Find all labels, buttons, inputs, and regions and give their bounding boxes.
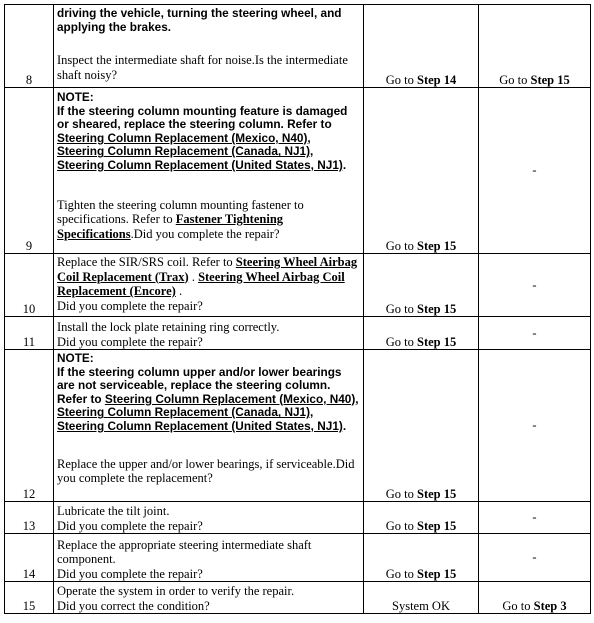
yes-result: Go to Step 15	[364, 88, 479, 254]
go-to-step-link[interactable]: Step 15	[417, 518, 457, 533]
no-result: -	[479, 534, 591, 582]
spec-link[interactable]: Fastener Tightening Specifications	[57, 212, 284, 241]
step-description	[54, 350, 364, 502]
step-number: 10	[5, 254, 54, 317]
go-to-step-link[interactable]: Step 3	[533, 598, 567, 613]
note-link[interactable]: Steering Column Replacement (Mexico, N40)	[57, 130, 308, 145]
yes-result: Go to Step 15	[364, 350, 479, 502]
yes-result: Go to Step 15	[364, 254, 479, 317]
step-description	[54, 502, 364, 534]
action-text: Tighten the steering column mounting fastener to specifications. Refer to Fastener Tightening Specifications.Did you complete the repair?	[57, 197, 304, 241]
question-text: Did you complete the repair?	[57, 334, 203, 349]
question-text: Did you complete the repair?	[57, 298, 203, 313]
note-block: NOTE: If the steering column upper and/or lower bearings are not serviceable, replace the steering column. Refer to Steering Column Replacement (Mexico, N40), Steering Column Replacement (Canada, NJ1), Steering Column Replacement (United States, NJ1).	[57, 351, 359, 433]
step-number: 9	[5, 88, 54, 254]
action-text: Replace the appropriate steering intermediate shaft component.	[57, 537, 312, 566]
table-row-step-11	[5, 317, 591, 350]
step-number: 8	[5, 5, 54, 88]
action-text: Replace the SIR/SRS coil. Refer to Steering Wheel Airbag Coil Replacement (Trax) . Steering Wheel Airbag Coil Replacement (Encore) .	[57, 255, 358, 298]
step-description	[54, 254, 364, 317]
no-result: Go to Step 15	[479, 5, 591, 88]
go-to-step-link[interactable]: Step 15	[417, 334, 457, 349]
table-row-step-15	[5, 582, 591, 614]
procedure-link[interactable]: Steering Wheel Airbag Coil Replacement (Trax)	[57, 255, 358, 284]
action-text: Inspect the intermediate shaft for noise.Is the intermediate shaft noisy?	[57, 53, 348, 82]
no-result: -	[479, 254, 591, 317]
note-continuation: driving the vehicle, turning the steering wheel, and applying the brakes.	[57, 6, 342, 34]
question-text: Did you complete the repair?	[57, 566, 203, 581]
note-label: NOTE:	[57, 90, 94, 104]
go-to-step-link[interactable]: Step 15	[530, 72, 570, 87]
procedure-link[interactable]: Steering Wheel Airbag Coil Replacement (Encore)	[57, 269, 345, 298]
step-description	[54, 5, 364, 88]
go-to-step-link[interactable]: Step 15	[417, 486, 457, 501]
table-row-step-9	[5, 88, 591, 254]
no-result: -	[479, 88, 591, 254]
action-text: Replace the upper and/or lower bearings, if serviceable.Did you complete the replacement?	[57, 456, 355, 486]
yes-result: Go to Step 14	[364, 5, 479, 88]
step-number: 15	[5, 582, 54, 614]
step-number: 11	[5, 317, 54, 350]
go-to-step-link[interactable]: Step 14	[417, 72, 457, 87]
no-result: -	[479, 502, 591, 534]
go-to-step-link[interactable]: Step 15	[417, 566, 457, 581]
note-link[interactable]: Steering Column Replacement (Mexico, N40)	[104, 391, 356, 406]
note-label: NOTE:	[57, 351, 94, 365]
step-number: 12	[5, 350, 54, 502]
table-row-step-14	[5, 534, 591, 582]
yes-result: Go to Step 15	[364, 317, 479, 350]
yes-result: System OK	[364, 582, 479, 614]
note-link[interactable]: Steering Column Replacement (Canada, NJ1)	[57, 144, 311, 159]
note-link[interactable]: Steering Column Replacement (United States, NJ1)	[57, 157, 343, 172]
note-link[interactable]: Steering Column Replacement (Canada, NJ1)	[57, 405, 311, 420]
no-result: Go to Step 3	[479, 582, 591, 614]
diagnostic-table-container	[4, 4, 590, 614]
step-description	[54, 317, 364, 350]
table-row-step-13	[5, 502, 591, 534]
yes-result: Go to Step 15	[364, 534, 479, 582]
diagnostic-steps-table	[4, 4, 591, 614]
step-description	[54, 582, 364, 614]
table-row-step-10	[5, 254, 591, 317]
yes-result: Go to Step 15	[364, 502, 479, 534]
note-text: If the steering column upper and/or lower bearings are not serviceable, replace the steering column. Refer to	[57, 364, 342, 406]
note-block: NOTE: If the steering column mounting feature is damaged or sheared, replace the steering column. Refer to Steering Column Replacement (Mexico, N40), Steering Column Replacement (Canada, NJ1), Steering Column Replacement (United States, NJ1).	[57, 88, 360, 173]
table-row-step-12	[5, 350, 591, 502]
step-description	[54, 534, 364, 582]
go-to-step-link[interactable]: Step 15	[417, 301, 457, 316]
action-text: Install the lock plate retaining ring correctly.	[57, 320, 280, 334]
action-text: Operate the system in order to verify the repair.	[57, 584, 295, 598]
step-description	[54, 88, 364, 254]
no-result: -	[479, 350, 591, 502]
note-text: If the steering column mounting feature is damaged or sheared, replace the steering column. Refer to	[57, 103, 348, 132]
question-text: Did you complete the repair?	[57, 518, 203, 533]
action-text: Lubricate the tilt joint.	[57, 504, 170, 518]
question-text: Did you correct the condition?	[57, 598, 210, 613]
note-link[interactable]: Steering Column Replacement (United States, NJ1)	[57, 418, 343, 433]
step-number: 13	[5, 502, 54, 534]
go-to-step-link[interactable]: Step 15	[417, 238, 457, 253]
table-row-step-8	[5, 5, 591, 88]
no-result: -	[479, 317, 591, 350]
step-number: 14	[5, 534, 54, 582]
